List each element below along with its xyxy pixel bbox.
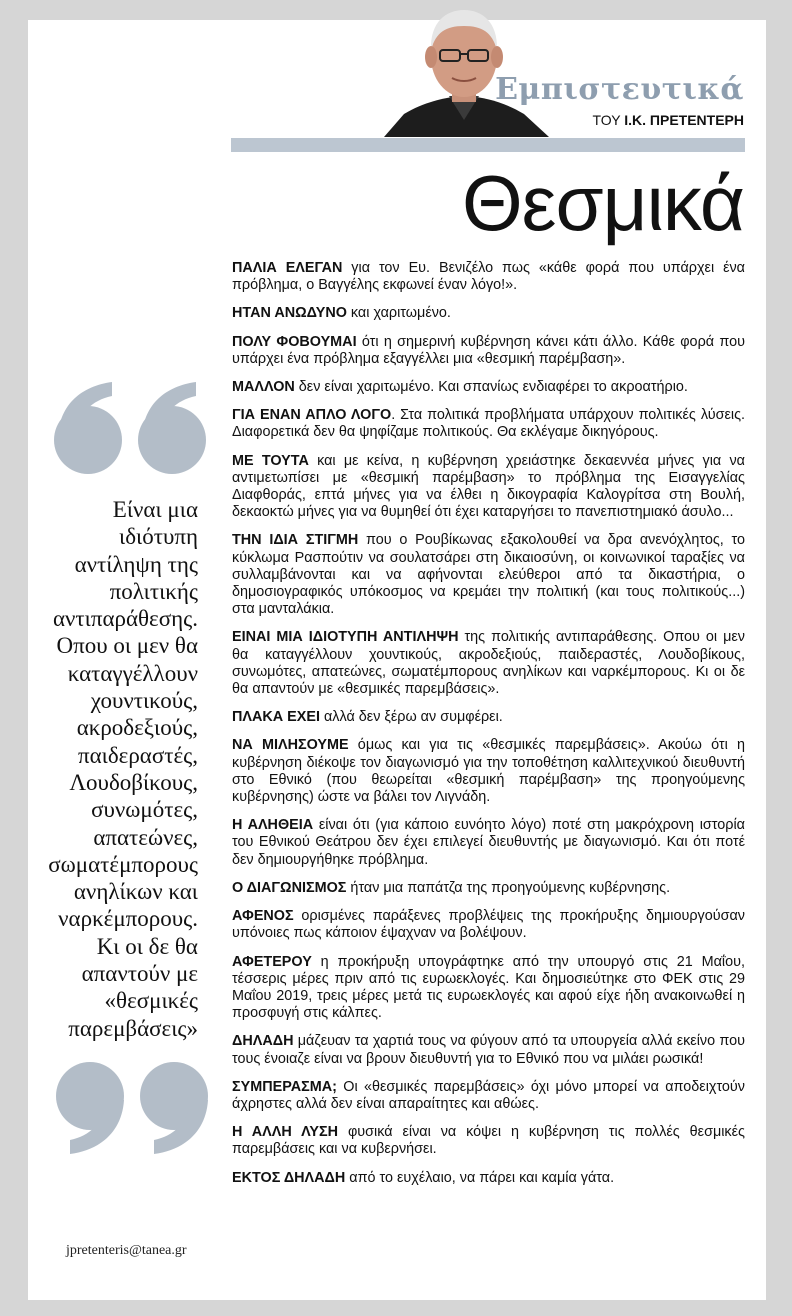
paragraph-text: ήταν μια παπάτζα της προηγούμενης κυβέρνησης. xyxy=(346,879,671,896)
article-body xyxy=(232,260,745,1198)
article-paragraph xyxy=(232,1079,745,1113)
article-paragraph xyxy=(232,1124,745,1158)
paragraph-lead: ΗΤΑΝ ΑΝΩΔΥΝΟ xyxy=(232,305,347,322)
paragraph-text: και χαριτωμένο. xyxy=(346,305,451,322)
paragraph-text: και με κείνα, η κυβέρνηση χρειάστηκε δεκαεννέα μήνες για να αντιμετωπίσει με «θεσμική παρέμβαση» το πρόβλημα της Εισαγγελίας Διαφθοράς, επτά μήνες για να έλθει η δικογραφία Καλογρίτσα στη Βουλή, δεκαοκτώ μήνες για να θυμηθεί ότι έχει καταργήσει το πανεπιστημιακό άσυλο... xyxy=(232,452,745,521)
paragraph-text: είναι ότι (για κάποιο ευνόητο λόγο) ποτέ στη μακρόχρονη ιστορία του Εθνικού Θεάτρου δεν έχει επιλεγεί διευθυντής με διαγωνισμό. Και ότι ποτέ δεν δημιουργήθηκε πρόβλημα. xyxy=(232,817,745,868)
paragraph-lead: ΑΦΕΝΟΣ xyxy=(232,908,294,925)
article-paragraph xyxy=(232,629,745,698)
paragraph-text: από το ευχέλαιο, να πάρει και καμία γάτα. xyxy=(345,1169,615,1186)
article-paragraph xyxy=(232,407,745,441)
paragraph-lead: Ο ΔΙΑΓΩΝΙΣΜΟΣ xyxy=(232,879,347,896)
paragraph-text: δεν είναι χαριτωμένο. Και σπανίως ενδιαφέρει το ακροατήριο. xyxy=(294,379,688,396)
article-paragraph xyxy=(232,305,745,322)
article-paragraph xyxy=(232,817,745,869)
paragraph-lead: ΤΗΝ ΙΔΙΑ ΣΤΙΓΜΗ xyxy=(232,532,359,549)
paragraph-lead: ΔΗΛΑΔΗ xyxy=(232,1033,294,1050)
paragraph-text: φυσικά είναι να κόψει η κυβέρνηση τις πολλές θεσμικές παρεμβάσεις και να κυβερνήσει. xyxy=(232,1124,745,1158)
article-paragraph xyxy=(232,532,745,618)
paragraph-text: Οι «θεσμικές παρεμβάσεις» όχι μόνο μπορεί να αποδειχτούν άχρηστες αλλά δεν είναι απαραίτητες και αθώες. xyxy=(232,1078,745,1112)
article-paragraph xyxy=(232,1033,745,1067)
paragraph-lead: ΣΥΜΠΕΡΑΣΜΑ; xyxy=(232,1078,337,1095)
byline xyxy=(592,112,744,128)
article-paragraph xyxy=(232,709,745,726)
open-quote-icon xyxy=(50,378,220,478)
article-paragraph xyxy=(232,260,745,294)
paragraph-text: για τον Ευ. Βενιζέλο πως «κάθε φορά που υπάρχει ένα πρόβλημα, ο Βαγγέλης εκφωνεί έναν λόγο!». xyxy=(232,260,746,294)
paragraph-lead: ΝΑ ΜΙΛΗΣΟΥΜΕ xyxy=(232,737,349,754)
paragraph-lead: Η ΑΛΗΘΕΙΑ xyxy=(232,817,314,834)
paragraph-lead: ΠΑΛΙΑ ΕΛΕΓΑΝ xyxy=(232,260,343,276)
paragraph-text: της πολιτικής αντιπαράθεσης. Οπου οι μεν θα καταγγέλλουν χουντικούς, ακροδεξιούς, παιδεραστές, Λουδοβίκους, συνωμότες, απατεώνες, σωματέμπορους ανηλίκων και ναρκέμπορους. Κι οι δε θα απαντούν με «θεσμικές παρεμβάσεις». xyxy=(232,629,745,698)
paragraph-lead: ΠΟΛΥ ΦΟΒΟΥΜΑΙ xyxy=(232,333,357,350)
article-paragraph xyxy=(232,954,745,1023)
paragraph-lead: ΓΙΑ ΕΝΑΝ ΑΠΛΟ ΛΟΓΟ xyxy=(232,407,392,424)
article-headline: Θεσμικά xyxy=(462,159,744,247)
paragraph-text: μάζευαν τα χαρτιά τους να φύγουν από τα υπουργεία αλλά εκείνο που τους ένοιαζε είναι να βρουν διευθυντή για το Εθνικό που να μιλάει ρωσικά! xyxy=(232,1033,745,1067)
article-paragraph xyxy=(232,379,745,396)
paragraph-text: ότι η σημερινή κυβέρνηση κάνει κάτι άλλο. Κάθε φορά που υπάρχει ένα πρόβλημα εξαγγέλλει μια «θεσμική παρέμβαση». xyxy=(232,333,745,367)
article-paragraph xyxy=(232,334,745,368)
paragraph-text: . Στα πολιτικά προβλήματα υπάρχουν πολιτικές λύσεις. Διαφορετικά δεν θα ψηφίζαμε πολιτικούς. Θα εκλέγαμε δικηγόρους. xyxy=(232,407,746,441)
paragraph-lead: ΜΑΛΛΟΝ xyxy=(232,379,295,396)
pullquote: Είναι μια ιδιότυπη αντίληψη της πολιτικής αντιπαράθεσης. Οπου οι μεν θα καταγγέλλουν χουντικούς, ακροδεξιούς, παιδεραστές, Λουδοβίκους, συνωμότες, απατεώνες, σωματέμπορους ανηλίκων και ναρκέμπορους. Κι οι δε θα απαντούν με «θεσμικές παρεμβάσεις» xyxy=(48,497,198,1041)
paragraph-lead: ΕΙΝΑΙ ΜΙΑ ΙΔΙΟΤΥΠΗ ΑΝΤΙΛΗΨΗ xyxy=(232,629,459,646)
paragraph-text: όμως και για τις «θεσμικές παρεμβάσεις». Ακούω ότι η κυβέρνηση διέκοψε τον διαγωνισμό για την τοποθέτηση καλλιτεχνικού διευθυντή στο Εθνικό (που θεωρείται «θεσμική παρέμβαση» της προηγούμενης κυβέρνησης) ώστε να βάλει τον Λιγνάδη. xyxy=(232,737,745,806)
paragraph-text: αλλά δεν ξέρω αν συμφέρει. xyxy=(319,709,503,726)
article-paragraph xyxy=(232,1170,745,1187)
paragraph-lead: ΕΚΤΟΣ ΔΗΛΑΔΗ xyxy=(232,1169,346,1186)
paragraph-lead: ΑΦΕΤΕΡΟΥ xyxy=(232,953,312,970)
newspaper-page xyxy=(28,20,766,1300)
article-paragraph xyxy=(232,908,745,942)
article-paragraph xyxy=(232,880,745,897)
paragraph-text: που ο Ρουβίκωνας εξακολουθεί να δρα ανενόχλητος, το κύκλωμα Ρασπούτιν να σουλατσάρει στη δικαιοσύνη, οι κοινωνικοί ταραξίες να συλλαμβάνονται και να αφήνονται ελεύθεροι από τα δικαστήρια, ο δημοσιογραφικός υπόκοσμος να κρεμάει την πολιτική (και τους πολιτικούς...) στα μανταλάκια. xyxy=(232,532,745,618)
paragraph-lead: ΜΕ ΤΟΥΤΑ xyxy=(232,452,309,469)
header-rule xyxy=(231,138,745,152)
close-quote-icon xyxy=(50,1058,220,1158)
paragraph-text: η προκήρυξη υπογράφτηκε από την υπουργό στις 21 Μαΐου, τέσσερις μέρες πριν από τις ευρωεκλογές. Και δημοσιεύτηκε στο ΦΕΚ στις 29 Μαΐου 2019, τρεις μέρες μετά τις ευρωεκλογές και αφού είχε ήδη ανακοινωθεί η προσφυγή στις κάλπες. xyxy=(232,953,745,1022)
byline-author: Ι.Κ. ΠΡΕΤΕΝΤΕΡΗ xyxy=(624,112,744,128)
article-paragraph xyxy=(232,453,745,522)
author-email: jpretenteris@tanea.gr xyxy=(66,1243,187,1258)
author-photo xyxy=(364,2,564,137)
paragraph-lead: Η ΑΛΛΗ ΛΥΣΗ xyxy=(232,1124,339,1141)
byline-prefix: ΤΟΥ xyxy=(592,112,621,128)
paragraph-text: ορισμένες παράξενες προβλέψεις της προκήρυξης δημιουργούσαν υπόνοιες πως κάποιον έψαχναν να βολέψουν. xyxy=(232,908,745,942)
paragraph-lead: ΠΛΑΚΑ ΕΧΕΙ xyxy=(232,709,320,726)
column-name: Εμπιστευτικά xyxy=(495,72,744,107)
article-paragraph xyxy=(232,737,745,806)
